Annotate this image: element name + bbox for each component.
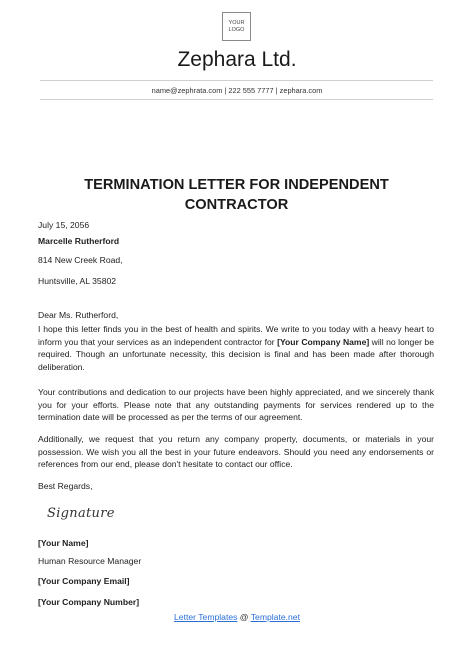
address-line-2: Huntsville, AL 35802 (38, 276, 117, 286)
sender-email: [Your Company Email] (38, 576, 130, 586)
letter-templates-link[interactable]: Letter Templates (174, 612, 238, 622)
paragraph-1-text-a: I hope this letter finds you in the best of health and spirits. We write to you today with a heavy heart to inform you that your services as an independent contractor for (38, 324, 434, 347)
closing: Best Regards, (38, 481, 93, 491)
paragraph-1-text-b: will no longer be required. Though an unfortunate necessity, this decision is final and has been made after thorough deliberation. (38, 336, 434, 372)
letter-title-line1: TERMINATION LETTER FOR INDEPENDENT (84, 177, 389, 193)
signature: Signature (47, 506, 115, 521)
recipient-name: Marcelle Rutherford (38, 236, 120, 246)
template-net-link[interactable]: Template.net (250, 612, 300, 622)
paragraph-1 (38, 323, 434, 373)
footer-separator: @ (237, 612, 251, 622)
footer (0, 612, 474, 622)
logo-text-line2: LOGO (228, 26, 245, 33)
paragraph-3: Additionally, we request that you return any company property, documents, or materials in your possession. We wish you all the best in your future endeavors. Should you need any endorsements or references from our end, please don't hesitate to contact our office. (38, 434, 434, 470)
logo-text-line1: YOUR (228, 20, 245, 26)
sender-title: Human Resource Manager (38, 556, 142, 566)
paragraph-2: Your contributions and dedication to our projects have been highly appreciated, and we sincerely thank you for your efforts. Please note that any outstanding payments for services rendered up to the termination date will be processed as per the terms of our agreement. (38, 387, 434, 423)
header-divider-top (40, 80, 433, 81)
salutation: Dear Ms. Rutherford, (38, 310, 119, 320)
company-name: Zephara Ltd. (177, 48, 297, 71)
letter-title-line2: CONTRACTOR (184, 197, 289, 213)
company-name-placeholder: [Your Company Name] (277, 336, 370, 347)
company-logo (222, 12, 251, 41)
address-line-1: 814 New Creek Road, (38, 255, 123, 265)
contact-line: name@zephrata.com | 222 555 7777 | zephara.com (151, 86, 323, 95)
sender-name: [Your Name] (38, 538, 89, 548)
letter-date: July 15, 2056 (38, 220, 90, 230)
header-divider-bottom (40, 99, 433, 100)
letter-title (40, 175, 433, 215)
sender-number: [Your Company Number] (38, 597, 140, 607)
